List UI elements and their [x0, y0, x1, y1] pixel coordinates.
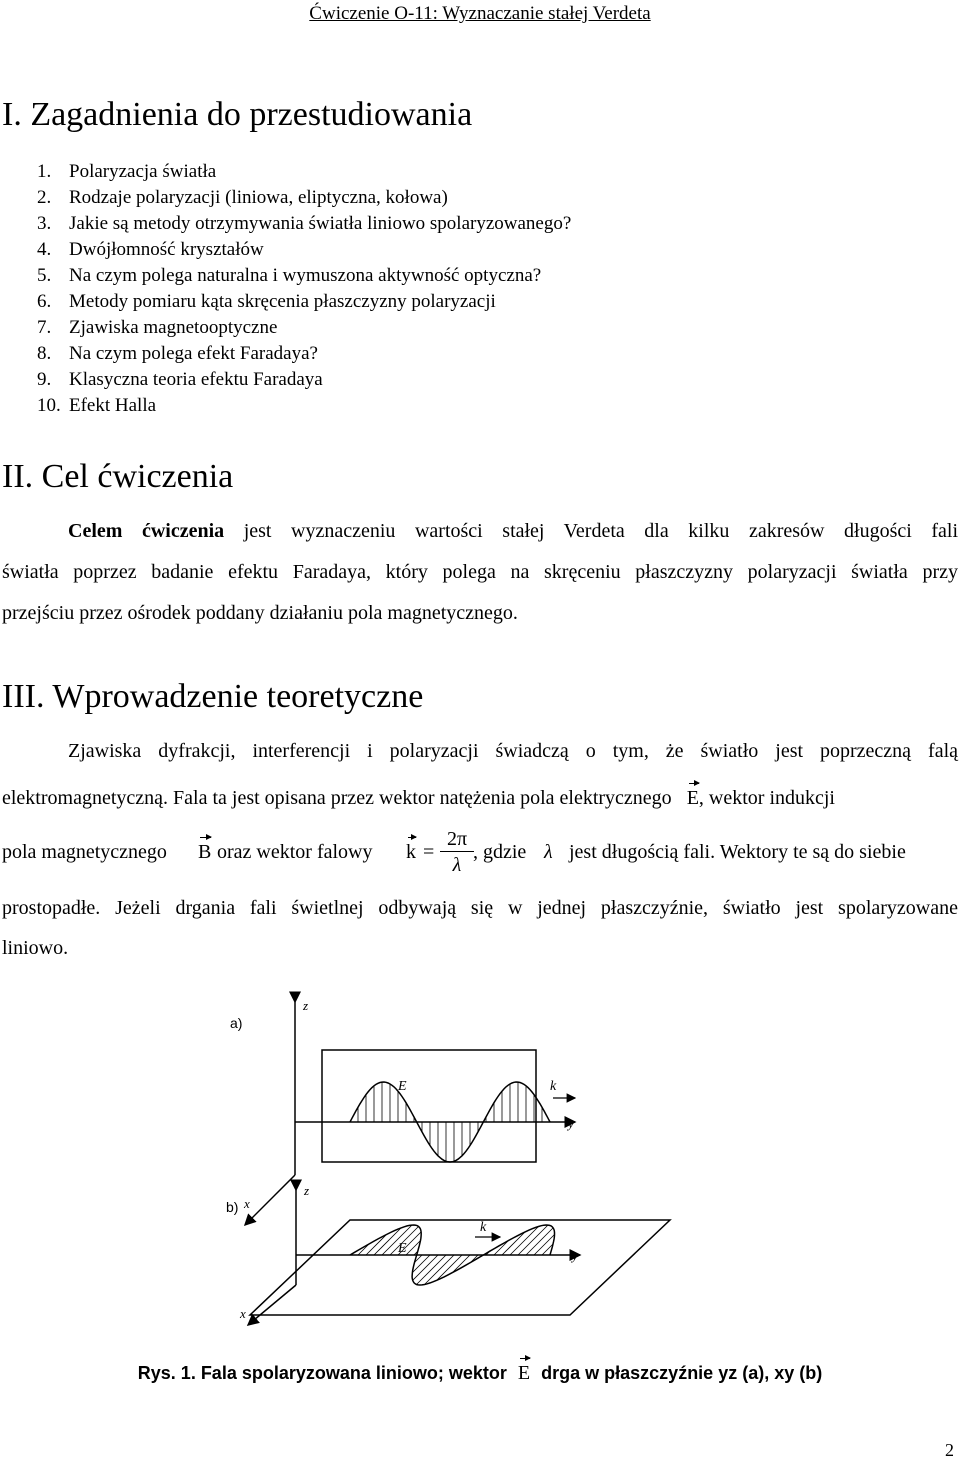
- field-vector-line: [437, 1255, 462, 1280]
- intro-line2-text: elektromagnetyczną. Fala ta jest opisana przez wektor natężenia pola elektrycznego: [2, 787, 672, 809]
- study-topic-item: [37, 211, 571, 237]
- fraction-numerator: 2π: [440, 827, 474, 852]
- study-topic-item: [37, 393, 156, 419]
- figure-caption: [0, 1362, 960, 1385]
- label-b: b): [226, 1199, 239, 1215]
- vector-b-symbol: B: [198, 841, 212, 863]
- section3-heading: III. Wprowadzenie teoretyczne: [2, 678, 424, 715]
- polarized-wave-figure: [200, 990, 760, 1340]
- study-topic-text: Polaryzacja światła: [69, 161, 217, 182]
- intro-line2-tail: , wektor indukcji: [698, 787, 835, 809]
- vector-b-symbol-wrap: [198, 841, 211, 864]
- study-topic-item: [37, 315, 277, 341]
- caption-vector-e: E: [517, 1362, 531, 1384]
- intro-line1: Zjawiska dyfrakcji, interferencji i polaryzacji świadczą o tym, że światło jest poprzeczną falą: [68, 740, 958, 762]
- field-vector-line: [412, 1255, 430, 1273]
- figure-part-a: [230, 998, 575, 1225]
- y-label-a: y: [568, 1116, 574, 1131]
- study-topic-item: [37, 341, 318, 367]
- study-topic-number: 2.: [37, 187, 52, 208]
- caption-part1: Rys. 1. Fala spolaryzowana liniowo; wektor: [137, 1363, 507, 1383]
- fraction-2pi-over-lambda: [440, 827, 474, 878]
- x-axis-a: [245, 1175, 295, 1225]
- k-label-a: k: [550, 1079, 557, 1094]
- x-label-a: x: [244, 1196, 250, 1211]
- z-label-b: z: [304, 1183, 310, 1198]
- e-label-b: E: [398, 1241, 407, 1256]
- study-topic-text: Metody pomiaru kąta skręcenia płaszczyzny polaryzacji: [69, 291, 496, 312]
- study-topic-text: Zjawiska magnetooptyczne: [69, 317, 278, 338]
- study-topic-number: 4.: [37, 239, 52, 260]
- study-topic-text: Na czym polega naturalna i wymuszona aktywność optyczna?: [69, 265, 542, 286]
- section1-heading: I. Zagadnienia do przestudiowania: [2, 96, 473, 133]
- fraction-denominator: λ: [452, 854, 462, 876]
- x-axis-b: [248, 1285, 296, 1325]
- page-header-title: Ćwiczenie O-11: Wyznaczanie stałej Verdeta: [309, 3, 651, 24]
- study-topic-number: 10.: [37, 395, 61, 416]
- study-topic-text: Na czym polega efekt Faradaya?: [69, 343, 318, 364]
- study-topic-item: [37, 263, 541, 289]
- study-topic-item: [37, 367, 323, 393]
- study-topic-number: 8.: [37, 343, 52, 364]
- intro-line5: liniowo.: [2, 937, 69, 959]
- caption-part2: drga w płaszczyźnie yz (a), xy (b): [541, 1363, 823, 1383]
- figure-part-b: [226, 1183, 670, 1325]
- field-vector-line: [510, 1227, 539, 1256]
- label-a: a): [230, 1015, 243, 1031]
- study-topic-number: 9.: [37, 369, 52, 390]
- x-label-b: x: [240, 1306, 246, 1321]
- field-vector-line: [526, 1228, 553, 1255]
- vector-k-symbol-wrap: [406, 841, 416, 864]
- goal-paragraph-line2: światła poprzez badanie efektu Faradaya, który polega na skręceniu płaszczyzny polaryzacji światła przy: [2, 561, 958, 583]
- z-label-a: z: [303, 998, 309, 1013]
- study-topic-item: [37, 237, 264, 263]
- intro-line3-wave: oraz wektor falowy: [217, 841, 373, 863]
- intro-line3-start: pola magnetycznego: [2, 841, 167, 863]
- field-vector-line: [413, 1255, 438, 1280]
- study-topic-number: 5.: [37, 265, 52, 286]
- study-topic-number: 6.: [37, 291, 52, 312]
- field-vector-line: [417, 1255, 447, 1285]
- goal-line1-text: jest wyznaczeniu wartości stałej Verdeta dla kilku zakresów długości fali: [243, 520, 958, 542]
- y-label-b: y: [572, 1248, 578, 1263]
- field-vector-line: [425, 1255, 455, 1285]
- intro-line2: [2, 787, 958, 810]
- study-topic-text: Efekt Halla: [69, 395, 157, 416]
- page-number: 2: [945, 1440, 954, 1460]
- goal-paragraph-line1: [68, 520, 958, 543]
- section2-heading: II. Cel ćwiczenia: [2, 458, 234, 495]
- e-label-a: E: [398, 1079, 407, 1094]
- study-topic-text: Klasyczna teoria efektu Faradaya: [69, 369, 323, 390]
- study-topic-number: 7.: [37, 317, 52, 338]
- equals-sign: =: [423, 841, 435, 863]
- study-topic-text: Jakie są metody otrzymywania światła liniowo spolaryzowanego?: [69, 213, 572, 234]
- vector-e-symbol: E: [686, 787, 699, 809]
- study-topic-item: [37, 159, 216, 185]
- study-topic-item: [37, 289, 496, 315]
- study-topic-item: [37, 185, 448, 211]
- vector-k-symbol: k: [406, 841, 416, 863]
- intro-line3-tail: jest długością fali. Wektory te są do siebie: [569, 841, 906, 863]
- plane-xy-b: [250, 1220, 670, 1315]
- field-vector-line: [518, 1225, 548, 1255]
- k-label-b: k: [480, 1220, 487, 1235]
- lambda-symbol: λ: [544, 841, 553, 863]
- study-topic-text: Rodzaje polaryzacji (liniowa, eliptyczna, kołowa): [69, 187, 448, 208]
- intro-line3-gdzie: , gdzie: [473, 841, 527, 863]
- study-topic-number: 1.: [37, 161, 52, 182]
- goal-bold-start: Celem ćwiczenia: [68, 520, 225, 542]
- goal-paragraph-line3: przejściu przez ośrodek poddany działaniu pola magnetycznego.: [2, 602, 518, 624]
- intro-line4: prostopadłe. Jeżeli drgania fali świetlnej odbywają się w jednej płaszczyźnie, światło jest spolaryzowane: [2, 897, 958, 919]
- study-topic-number: 3.: [37, 213, 52, 234]
- study-topic-text: Dwójłomność kryształów: [69, 239, 264, 260]
